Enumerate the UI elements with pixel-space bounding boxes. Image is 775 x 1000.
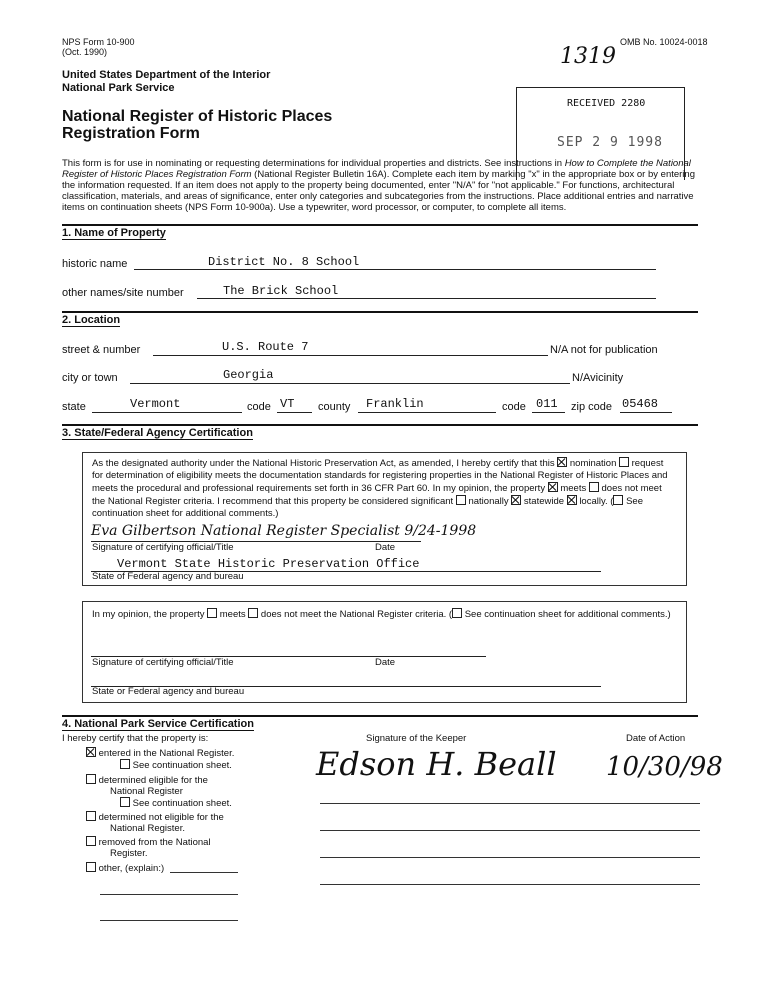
keeper-signature: Edson H. Beall	[316, 745, 557, 783]
nps-intro: I hereby certify that the property is:	[62, 733, 209, 744]
meets-checkbox[interactable]	[548, 482, 558, 492]
title-line-1: National Register of Historic Places	[62, 108, 333, 125]
keeper-line-4	[320, 884, 700, 885]
eligible-continuation-checkbox[interactable]	[120, 797, 130, 807]
opinion-continuation-checkbox[interactable]	[452, 608, 462, 618]
zip-value[interactable]: 05468	[622, 397, 659, 411]
other-option	[86, 862, 164, 875]
nationally-checkbox[interactable]	[456, 495, 466, 505]
handwritten-number: 1319	[560, 44, 616, 69]
entered-continuation-label: See continuation sheet.	[132, 760, 232, 771]
dept-name: United States Department of the Interior	[62, 69, 271, 81]
eligible-label-2: National Register	[110, 786, 183, 797]
not-eligible-label-1: determined not eligible for the	[98, 812, 224, 823]
request-checkbox[interactable]	[619, 457, 629, 467]
intro-italic: How to Complete the National Register of Historic Places Registration Form	[62, 158, 691, 180]
state-certification-box	[82, 452, 687, 586]
county-code-label: code	[502, 401, 526, 413]
statewide-checkbox[interactable]	[511, 495, 521, 505]
does-not-meet-label: does not meet the National Register criteria. I recommend that this property be considered significant	[92, 483, 662, 507]
zip-label: zip code	[571, 401, 612, 413]
opinion-date-label: Date	[375, 657, 396, 668]
nomination-checkbox[interactable]	[557, 457, 567, 467]
county-label: county	[318, 401, 351, 413]
removed-option	[86, 836, 211, 849]
county-value[interactable]: Franklin	[366, 397, 424, 411]
entered-label: entered in the National Register.	[98, 748, 235, 759]
section-2-title: 2. Location	[62, 314, 121, 326]
service-name: National Park Service	[62, 82, 175, 94]
other-label: other, (explain:)	[98, 863, 165, 874]
nfp-label: not for publication	[570, 344, 658, 356]
vicinity	[572, 372, 623, 384]
see-continuation-label: See continuation sheet for additional comments.)	[92, 496, 643, 519]
signature-label: Signature of certifying official/Title	[92, 542, 234, 553]
keeper-signature-label: Signature of the Keeper	[366, 733, 467, 744]
opinion-agency-label: State or Federal agency and bureau	[92, 686, 245, 697]
other-names-value[interactable]: The Brick School	[223, 284, 339, 298]
city-line	[130, 371, 570, 384]
removed-checkbox[interactable]	[86, 836, 96, 846]
section-4-header	[62, 715, 698, 731]
cert-text-2: request for determination of eligibility meets the documentation standards for registering properties in the National Register of Historic Places and meets the procedural and professional requirements set forth in 36 CFR Part 60. In my opinion, the property	[92, 458, 668, 494]
nfp-value[interactable]: N/A	[550, 344, 568, 356]
not-eligible-checkbox[interactable]	[86, 811, 96, 821]
not-eligible-label-2: National Register.	[110, 823, 185, 834]
locally-checkbox[interactable]	[567, 495, 577, 505]
nomination-label: nomination	[569, 458, 617, 469]
historic-name-label: historic name	[62, 258, 128, 270]
title-line-2: Registration Form	[62, 125, 200, 142]
opinion-meets-label: meets	[219, 609, 246, 620]
received-label: RECEIVED 2280	[567, 98, 646, 109]
section-1-header	[62, 224, 698, 240]
section-4-title: 4. National Park Service Certification	[62, 718, 254, 730]
historic-name-value[interactable]: District No. 8 School	[208, 255, 360, 269]
received-date: SEP 2 9 1998	[557, 135, 663, 150]
continuation-checkbox[interactable]	[613, 495, 623, 505]
statewide-label: statewide	[523, 496, 565, 507]
opinion-text-3: See continuation sheet for additional comments.)	[464, 609, 671, 620]
vicinity-value[interactable]: N/A	[572, 372, 591, 384]
form-title	[62, 108, 332, 142]
other-checkbox[interactable]	[86, 862, 96, 872]
section-3-header	[62, 424, 698, 440]
does-not-meet-checkbox[interactable]	[589, 482, 599, 492]
opinion-meets-checkbox[interactable]	[207, 608, 217, 618]
intro-text-1: This form is for use in nominating or requesting determinations for individual properties and districts. See instructions in	[62, 158, 565, 169]
vicinity-label: vicinity	[590, 372, 624, 384]
other-line-2	[100, 894, 238, 895]
eligible-label-1: determined eligible for the	[98, 775, 208, 786]
entered-continuation	[120, 759, 232, 772]
opinion-text-2: does not meet the National Register criteria. (	[260, 609, 453, 620]
county-code-value[interactable]: 011	[536, 397, 558, 411]
certification-text	[92, 457, 677, 520]
omb-number: OMB No. 10024-0018	[620, 37, 708, 47]
removed-label-1: removed from the National	[98, 837, 211, 848]
opinion-text	[92, 608, 677, 621]
keeper-line-1	[320, 803, 700, 804]
state-code-value[interactable]: VT	[280, 397, 295, 411]
form-number-block	[62, 37, 135, 57]
certifying-signature: Eva Gilbertson National Register Specialist 9/24-1998	[91, 523, 477, 539]
section-3-title: 3. State/Federal Agency Certification	[62, 427, 253, 439]
opinion-box	[82, 601, 687, 703]
agency-value[interactable]: Vermont State Historic Preservation Office	[117, 557, 420, 571]
locally-label: locally. (	[579, 496, 614, 507]
not-for-publication	[550, 344, 658, 356]
section-2-header	[62, 311, 698, 327]
street-label: street & number	[62, 344, 141, 356]
eligible-continuation-label: See continuation sheet.	[132, 798, 232, 809]
other-line-3	[100, 920, 238, 921]
street-line	[153, 343, 548, 356]
meets-label: meets	[560, 483, 587, 494]
nationally-label: nationally	[468, 496, 509, 507]
city-label: city or town	[62, 372, 118, 384]
form-number: NPS Form 10-900	[62, 37, 135, 47]
entered-continuation-checkbox[interactable]	[120, 759, 130, 769]
date-of-action-label: Date of Action	[626, 733, 686, 744]
department-heading	[62, 69, 270, 95]
instructions-paragraph	[62, 158, 702, 213]
keeper-line-3	[320, 857, 700, 858]
eligible-checkbox[interactable]	[86, 774, 96, 784]
removed-label-2: Register.	[110, 848, 148, 859]
cert-text-1: As the designated authority under the National Historic Preservation Act, as amended, I hereby certify that this	[92, 458, 555, 469]
state-value[interactable]: Vermont	[130, 397, 181, 411]
state-label: state	[62, 401, 86, 413]
opinion-signature-label: Signature of certifying official/Title	[92, 657, 234, 668]
eligible-continuation	[120, 797, 232, 810]
other-line-1	[170, 872, 238, 873]
opinion-text-1: In my opinion, the property	[92, 609, 205, 620]
opinion-not-meet-checkbox[interactable]	[248, 608, 258, 618]
date-label: Date	[375, 542, 396, 553]
keeper-line-2	[320, 830, 700, 831]
city-value[interactable]: Georgia	[223, 368, 274, 382]
action-date: 10/30/98	[606, 752, 723, 782]
state-code-label: code	[247, 401, 271, 413]
agency-label: State of Federal agency and bureau	[92, 571, 244, 582]
section-1-title: 1. Name of Property	[62, 227, 166, 239]
entered-checkbox[interactable]	[86, 747, 96, 757]
form-date: (Oct. 1990)	[62, 47, 108, 57]
street-value[interactable]: U.S. Route 7	[222, 340, 309, 354]
other-names-label: other names/site number	[62, 287, 184, 299]
intro-text-2: (National Register Bulletin 16A). Complete each item by marking "x" in the appropriate box or by entering the information requested. If an item does not apply to the property being documented, enter "N/A" for "not applicable." For functions, architectural classification, materials, and areas of significance, enter only categories and subcategories from the instructions. Place additional entries and narrative items on continuation sheets (NPS Form 10-900a). Use a typewriter, word processor, or computer, to complete all items.	[62, 169, 695, 213]
